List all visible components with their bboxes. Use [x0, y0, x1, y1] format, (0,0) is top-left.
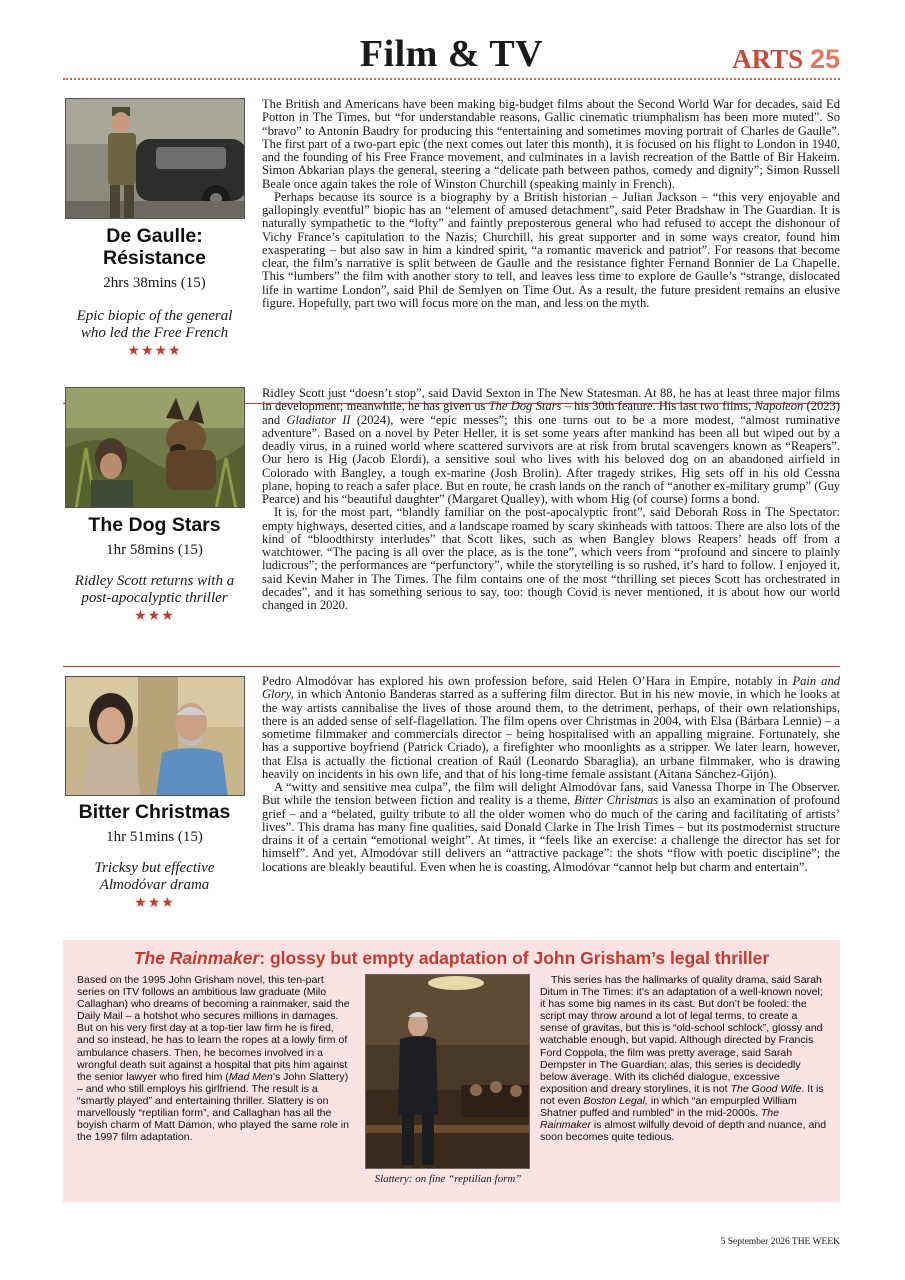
section-divider	[63, 666, 840, 667]
review-body	[262, 387, 840, 612]
dog-stars-photo	[65, 387, 245, 508]
review-dog-stars	[63, 387, 840, 665]
review-paragraph: The British and Americans have been making big-budget films about the Second World War for decades, said Ed Potton in The Times, but “for understandable reasons, Gallic cinematic triumphalism has been more muted”. So “bravo” to Antonin Baudry for producing this “entertaining and sometimes moving portrait of Charles de Gaulle”. The first part of a two-part epic (the next comes out later this month), it is focused on his flight to London in 1940, and the founding of his Free France movement, and culminates in a lavish recreation of the Battle of Bir Hakeim. Simon Abkarian plays the general, steering a “delicate path between pathos, comedy and dignity”; Simon Russell Beale once again takes the role of Winston Churchill (speaking mainly in French).	[262, 97, 840, 191]
box-paragraph: Based on the 1995 John Grisham novel, this ten-part series on ITV follows an ambitious law graduate (Milo Callaghan) who dreams of becoming a rainmaker, said the Daily Mail – a hotshot who secures millions in damages. But on his very first day at a top-tier law firm he is fired, and so instead, he has to learn the ropes at a lowly firm of ambulance chasers. Then, he becomes involved in a wrongful death suit against a hospital that pits him against the senior lawyer who fired him (Mad Men’s John Slattery) – and who still employs his girlfriend. The result is a “smartly played” and entertaining thriller. Slattery is on marvellously “reptilian form”, and Callaghan has all the boyish charm of Matt Damon, who played the same role in the 1997 film adaptation.	[77, 974, 350, 1144]
page-header	[63, 30, 840, 80]
bitter-christmas-photo	[65, 676, 245, 796]
tagline: Epic biopic of the general who led the Free French	[76, 308, 233, 341]
de-gaulle-info	[63, 225, 246, 360]
star-rating: ★★★	[134, 896, 175, 911]
box-headline: The Rainmaker: glossy but empty adaptation of John Grisham’s legal thriller	[133, 948, 770, 968]
film-title: De Gaulle: Résistance	[103, 225, 206, 269]
review-paragraph: Perhaps because its source is a biography by a British historian – Julian Jackson – “this very enjoyable and gallopingly eventful” biopic has an “element of amused detachment”, said Peter Bradshaw in The Guardian. It is naturally sympathetic to the “lofty” and faintly preposterous general who had refused to accept the dishonour of Vichy France’s capitulation to the Nazis; Churchill, his great supporter and in some ways creator, found him exasperating – but also saw in him a kindred spirit, “a romantic maverick and patriot”. For reasons that become clear, the film’s narrative is split between de Gaulle and the resistance fighter Fernand Bonnier de La Chapelle. This “lumbers” the film with another story to tell, and leaves less time to explore de Gaulle’s “strange, dislocated life in wartime London”, said Phil de Semlyen on Time Out. As a result, the future president remains an elusive figure. Hopefully, part two will focus more on the man, and less on the myth.	[262, 189, 840, 310]
film-title: Bitter Christmas	[78, 801, 231, 823]
review-paragraph: It is, for the most part, “blandly familiar on the post-apocalyptic front”, said Deborah Ross in The Spectator: empty highways, deserted cities, and a landscape roamed by scary skinheads with tattoos. There are also lots of the kind of “bloodthirsty interludes” that Scott likes, such as when Bangley blows Reapers’ heads off from a watchtower. “The pacing is all over the place, as is the tone”, which veers from “profound and sincere to plainly ludicrous”; the performances are “perfunctory”, while the storytelling is so rushed, it’s hard to follow. I enjoyed it, said Kevin Maher in The Times. The film contains one of the most “thrilling set pieces Scott has orchestrated in decades”, and it has something serious to say, too: though Covid is never mentioned, it is about how our world changed in 2020.	[262, 505, 840, 612]
box-right-column	[540, 974, 827, 1143]
rainmaker-box	[63, 940, 840, 1202]
photo-caption: Slattery: on fine “reptilian form”	[374, 1173, 522, 1185]
section-name: ARTS	[732, 44, 804, 74]
page-number: 25	[809, 44, 840, 74]
de-gaulle-photo	[65, 98, 245, 219]
bitter-christmas-info	[63, 801, 246, 912]
box-left-column	[77, 974, 353, 1143]
section-label	[732, 44, 840, 75]
dog-stars-info	[63, 514, 246, 625]
runtime: 2hrs 38mins (15)	[103, 275, 206, 291]
review-bitter-christmas	[63, 675, 840, 925]
header-rule	[63, 78, 840, 80]
tagline: Ridley Scott returns with a post-apocalyptic thriller	[74, 573, 235, 606]
review-body	[262, 675, 840, 874]
star-rating: ★★★	[134, 609, 175, 624]
runtime: 1hr 58mins (15)	[106, 542, 203, 558]
box-paragraph: This series has the hallmarks of quality drama, said Sarah Ditum in The Times: it’s an adaptation of a well-known novel; it has some big names in its cast. But don’t be fooled: the script may throw around a lot of legal terms, to create a sense of gravitas, but this is “old-school schlock”, glossy and watchable enough, but vapid. Although directed by Francis Ford Coppola, the film was pretty average, said Sarah Dempster in The Guardian; alas, this series is decidedly below average. With its clichéd dialogue, excessive exposition and dreary storylines, it is not The Good Wife. It is not even Boston Legal, in which “an empurpled William Shatner puffed and rumbled” in the mid-2000s. The Rainmaker is almost wilfully devoid of depth and nuance, and soon becomes quite tedious.	[540, 974, 827, 1144]
star-rating: ★★★★	[127, 344, 182, 359]
review-body	[262, 98, 840, 310]
rainmaker-photo	[365, 974, 530, 1169]
review-paragraph: A “witty and sensitive mea culpa”, the film will delight Almodóvar fans, said Vanessa Thorpe in The Observer. But while the tension between fiction and reality is a theme, Bitter Christmas is also an examination of profound grief – and a “belated, guilty tribute to all the older women who do much of the caring and facilitating of artists’ lives”. This drama has many fine qualities, said Donald Clarke in The Irish Times – but its postmodernist structure drains it of a certain “emotional weight”. At times, it “feels like an exercise: a challenge the director has set for himself”. And yet, Almodóvar still delivers an “attractive package”: the shots “flow with poetic discipline”; the locations are bleakly beautiful. Even when he is coasting, Almodóvar “cannot help but charm and entertain”.	[262, 780, 840, 874]
review-de-gaulle	[63, 98, 840, 400]
page-footer: 5 September 2026 THE WEEK	[720, 1237, 840, 1247]
runtime: 1hr 51mins (15)	[106, 829, 203, 845]
review-paragraph: Ridley Scott just “doesn’t stop”, said David Sexton in The New Statesman. At 88, he has at least three major films in development; meanwhile, he has given us The Dog Stars – his 30th feature. His last two films, Napoleon (2023) and Gladiator II (2024), were “epic messes”; this one turns out to be a more modest, “almost ruminative adventure”. Based on a novel by Peter Heller, it is set some years after mankind has been all but wiped out by a deadly virus, in a ruined world where scattered survivors are at risk from brutal scavengers known as “Reapers”. Our hero is Hig (Jacob Elordi), a sensitive soul who lives with his beloved dog on an abandoned airfield in Colorado with Bangley, a tough ex-marine (Josh Brolin). After tragedy strikes, Hig sets off in his old Cessna plane, hoping to reach a safer place. But en route, he crash lands on the ranch of “another ex-military grump” (Guy Pearce) and his “beautiful daughter” (Margaret Qualley), with whom Hig (of course) forms a bond.	[262, 386, 841, 506]
tagline: Tricksy but effective Almodóvar drama	[94, 860, 215, 893]
review-paragraph: Pedro Almodóvar has explored his own profession before, said Helen O’Hara in Empire, notably in Pain and Glory, in which Antonio Banderas starred as a suffering film director. But in his new movie, in which he looks at the way artists cannibalise the lives of those around them, to the detriment, perhaps, of their own relationships, there is an added sense of self-flagellation. The film opens over Christmas in 2004, with Elsa (Bárbara Lennie) – a sometime filmmaker and commercials director – being hospitalised with an appalling migraine. Fortunately, she has a supportive boyfriend (Patrick Criado), a firefighter who moonlights as a stripper. We later learn, however, that Elsa is actually the fictional creation of Raúl (Leonardo Sbaraglia), an urbane filmmaker, who is drawing heavily on incidents in his own life, and that of his long-time female assistant (Aitana Sánchez-Gijón).	[262, 674, 840, 781]
page-title: Film & TV	[359, 33, 544, 75]
film-title: The Dog Stars	[88, 514, 221, 536]
